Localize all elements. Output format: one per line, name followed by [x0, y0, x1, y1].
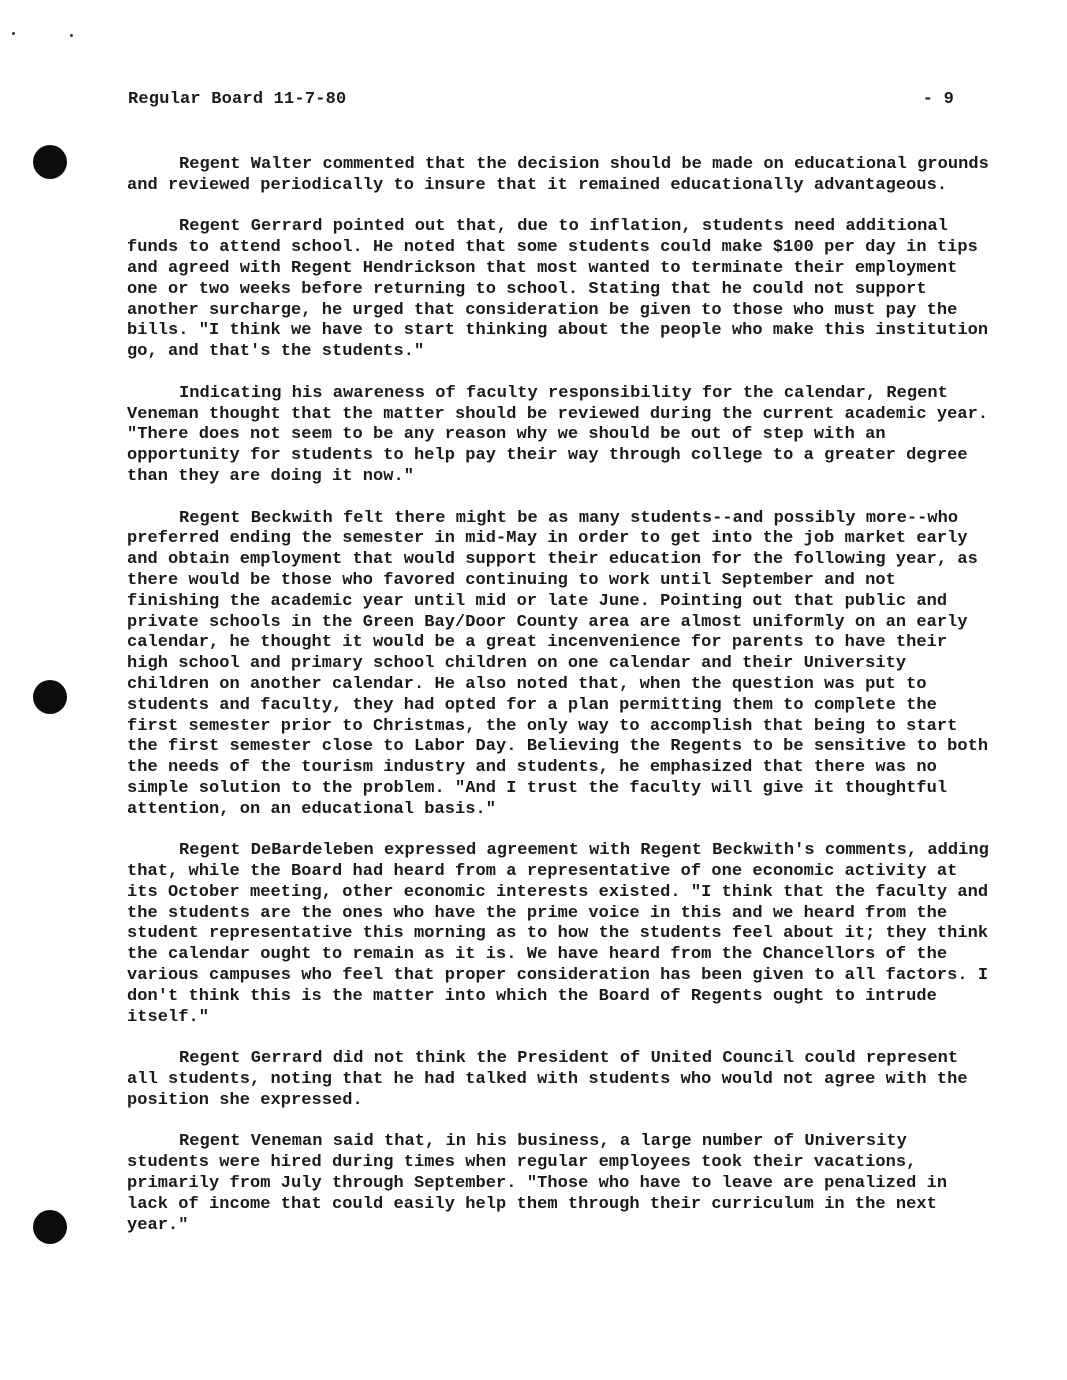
punch-hole-mark [33, 680, 67, 714]
paragraph-beckwith: Regent Beckwith felt there might be as many students--and possibly more--who preferred ending the semester in mid-May in order to get into the job market early and obtain employment that would support their education for the following year, as there would be those who favored continuing to work until September and not finishing the academic year until mid or late June. Pointing out that public and private schools in the Green Bay/Door County area are almost uniformly on an early calendar, he thought it would be a great incenvenience for parents to have their high school and primary school children on one calendar and their University children on another calendar. He also noted that, when the question was put to students and faculty, they had opted for a plan permitting them to complete the first semester prior to Christmas, the only way to accomplish that being to start the first semester close to Labor Day. Believing the Regents to be sensitive to both the needs of the tourism industry and students, he emphasized that there was no simple solution to the problem. "And I trust the faculty will give it thoughtful attention, on an educational basis." [127, 508, 989, 819]
paragraph-gerrard-2: Regent Gerrard did not think the President of United Council could represent all students, noting that he had talked with students who would not agree with the position she expressed. [127, 1049, 968, 1110]
page-number: - 9 [922, 90, 954, 109]
paragraph-gerrard: Regent Gerrard pointed out that, due to inflation, students need additional funds to attend school. He noted that some students could make $100 per day in tips and agreed with Regent Hendrickson that most wanted to terminate their employment one or two weeks before returning to school. Stating that he could not support another surcharge, he urged that consideration be given to those who must pay the bills. "I think we have to start thinking about the people who make this institution go, and that's the students." [127, 217, 989, 362]
paragraph-veneman: Indicating his awareness of faculty responsibility for the calendar, Regent Veneman thought that the matter should be reviewed during the current academic year. "There does not seem to be any reason why we should be out of step with an opportunity for students to help pay their way through college to a greater degree than they are doing it now." [127, 383, 989, 486]
paragraph-walter: Regent Walter commented that the decision should be made on educational grounds and reviewed periodically to insure that it remained educationally advantageous. [127, 155, 989, 195]
header-title: Regular Board 11-7-80 [128, 90, 347, 109]
scan-speck [12, 32, 15, 35]
punch-hole-mark [33, 145, 67, 179]
punch-hole-mark [33, 1210, 67, 1244]
scan-speck [70, 34, 73, 37]
document-body [127, 155, 989, 1257]
paragraph-debardeleben: Regent DeBardeleben expressed agreement with Regent Beckwith's comments, adding that, while the Board had heard from a representative of one economic activity at its October meeting, other economic interests existed. "I think that the faculty and the students are the ones who have the prime voice in this and we heard from the student representative this morning as to how the students feel about it; they think the calendar ought to remain as it is. We have heard from the Chancellors of the various campuses who feel that proper consideration has been given to all factors. I don't think this is the matter into which the Board of Regents ought to intrude itself." [127, 841, 989, 1027]
paragraph-veneman-2: Regent Veneman said that, in his business, a large number of University students were hired during times when regular employees took their vacations, primarily from July through September. "Those who have to leave are penalized in lack of income that could easily help them through their curriculum in the next year." [127, 1132, 948, 1235]
page-header [128, 90, 954, 114]
